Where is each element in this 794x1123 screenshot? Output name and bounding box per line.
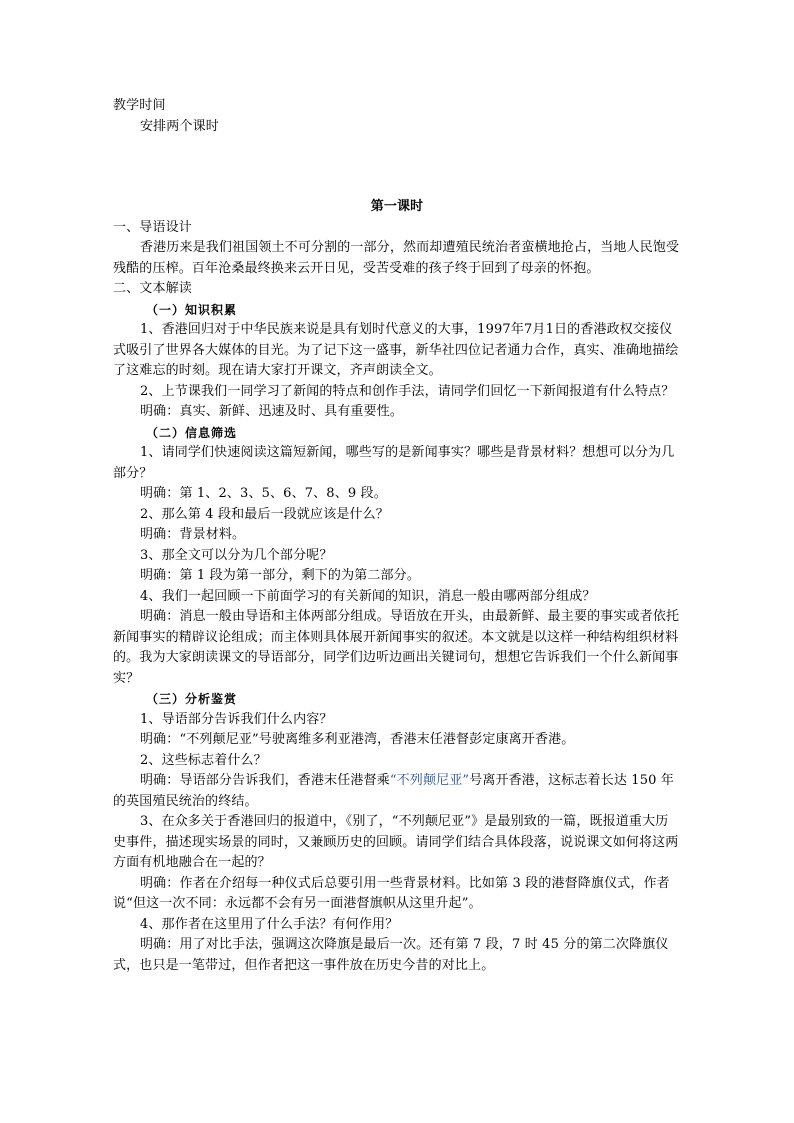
part1-p3: 明确：真实、新鲜、迅速及时、具有重要性。 <box>140 404 404 419</box>
section2-heading: 二、文本解读 <box>113 281 192 296</box>
teaching-time-value: 安排两个课时 <box>140 118 219 134</box>
part2-p7: 4、我们一起回顾一下前面学习的有关新闻的知识，消息一般由哪两部分组成？ <box>140 588 596 604</box>
part3-p3: 2、这些标志着什么？ <box>140 752 267 768</box>
part1-heading: （一）知识积累 <box>146 302 238 317</box>
part3-p5: 3、在众多关于香港回归的报道中，《别了，“不列颠尼亚”》是最别致的一篇，既报道重大历史事件，描述现实场景的同时，又兼顾历史的回顾。请同学们结合具体段落，说说课文如何将这两方面有机地融合在一起的？ <box>113 814 679 870</box>
part2-p1: 1、请同学们快速阅读这篇短新闻，哪些写的是新闻事实？哪些是背景材料？想想可以分为几部分？ <box>113 445 675 481</box>
spacer <box>113 137 681 197</box>
part2-p5: 3、那全文可以分为几个部分呢？ <box>140 547 333 563</box>
document-page <box>113 96 681 976</box>
part1-p2: 2、上节课我们一同学习了新闻的特点和创作手法，请同学们回忆一下新闻报道有什么特点？ <box>140 383 675 399</box>
part3-p7: 4、那作者在这里用了什么手法？有何作用？ <box>140 916 399 932</box>
part3-p8: 明确：用了对比手法，强调这次降旗是最后一次。还有第 7 段，7 时 45 分的第二次降旗仪式，也只是一笔带过，但作者把这一事件放在历史今昔的对比上。 <box>113 937 669 973</box>
part2-p8: 明确：消息一般由导语和主体两部分组成。导语放在开头，由最新鲜、最主要的事实或者依托新闻事实的精辟议论组成；而主体则具体展开新闻事实的叙述。本文就是以这样一种结构组织材料的。我为大家朗读课文的导语部分，同学们边听边画出关键词句，想想它告诉我们一个什么新闻事实？ <box>113 609 680 686</box>
part1-p1: 1、香港回归对于中华民族来说是具有划时代意义的大事，1997年7月1日的香港政权交接仪式吸引了世界各大媒体的目光。为了记下这一盛事，新华社四位记者通力合作，真实、准确地描绘了这难忘的时刻。现在请大家打开课文，齐声朗读全文。 <box>113 322 679 378</box>
lesson-title: 第一课时 <box>370 199 424 214</box>
section1-paragraph: 香港历来是我们祖国领土不可分割的一部分，然而却遭殖民统治者蛮横地抢占，当地人民饱受残酷的压榨。百年沧桑最终换来云开日见，受苦受难的孩子终于回到了母亲的怀抱。 <box>113 240 680 276</box>
part2-p6: 明确：第 1 段为第一部分，剩下的为第二部分。 <box>140 568 420 583</box>
teaching-time-label: 教学时间 <box>113 98 166 113</box>
part2-p2: 明确：第 1、2、3、5、6、7、8、9 段。 <box>140 486 387 501</box>
section1-heading: 一、导语设计 <box>113 219 192 235</box>
part3-p4 <box>113 771 681 812</box>
part3-p4-start: 明确：导语部分告诉我们，香港末任港督乘 <box>140 773 390 788</box>
part2-heading: （二）信息筛选 <box>146 425 238 440</box>
part2-p4: 明确：背景材料。 <box>140 527 246 542</box>
part3-p6: 明确：作者在介绍每一种仪式后总要引用一些背景材料。比如第 3 段的港督降旗仪式，作者说“但这一次不同：永远都不会有另一面港督旗帜从这里升起”。 <box>113 875 670 911</box>
part3-heading: （三）分析鉴赏 <box>146 692 238 706</box>
part2-p3: 2、那么第 4 段和最后一段就应该是什么？ <box>140 506 389 522</box>
part3-p1: 1、导语部分告诉我们什么内容？ <box>140 711 333 727</box>
part3-p4-ship-name: “不列颠尼亚” <box>389 773 470 788</box>
part3-p2: 明确：“不列颠尼亚”号驶离维多利亚港湾，香港末任港督彭定康离开香港。 <box>140 732 575 747</box>
part3-p4-end: 号离开香港，这标志着长达 150 年的英国殖民统治的终结。 <box>113 773 674 809</box>
